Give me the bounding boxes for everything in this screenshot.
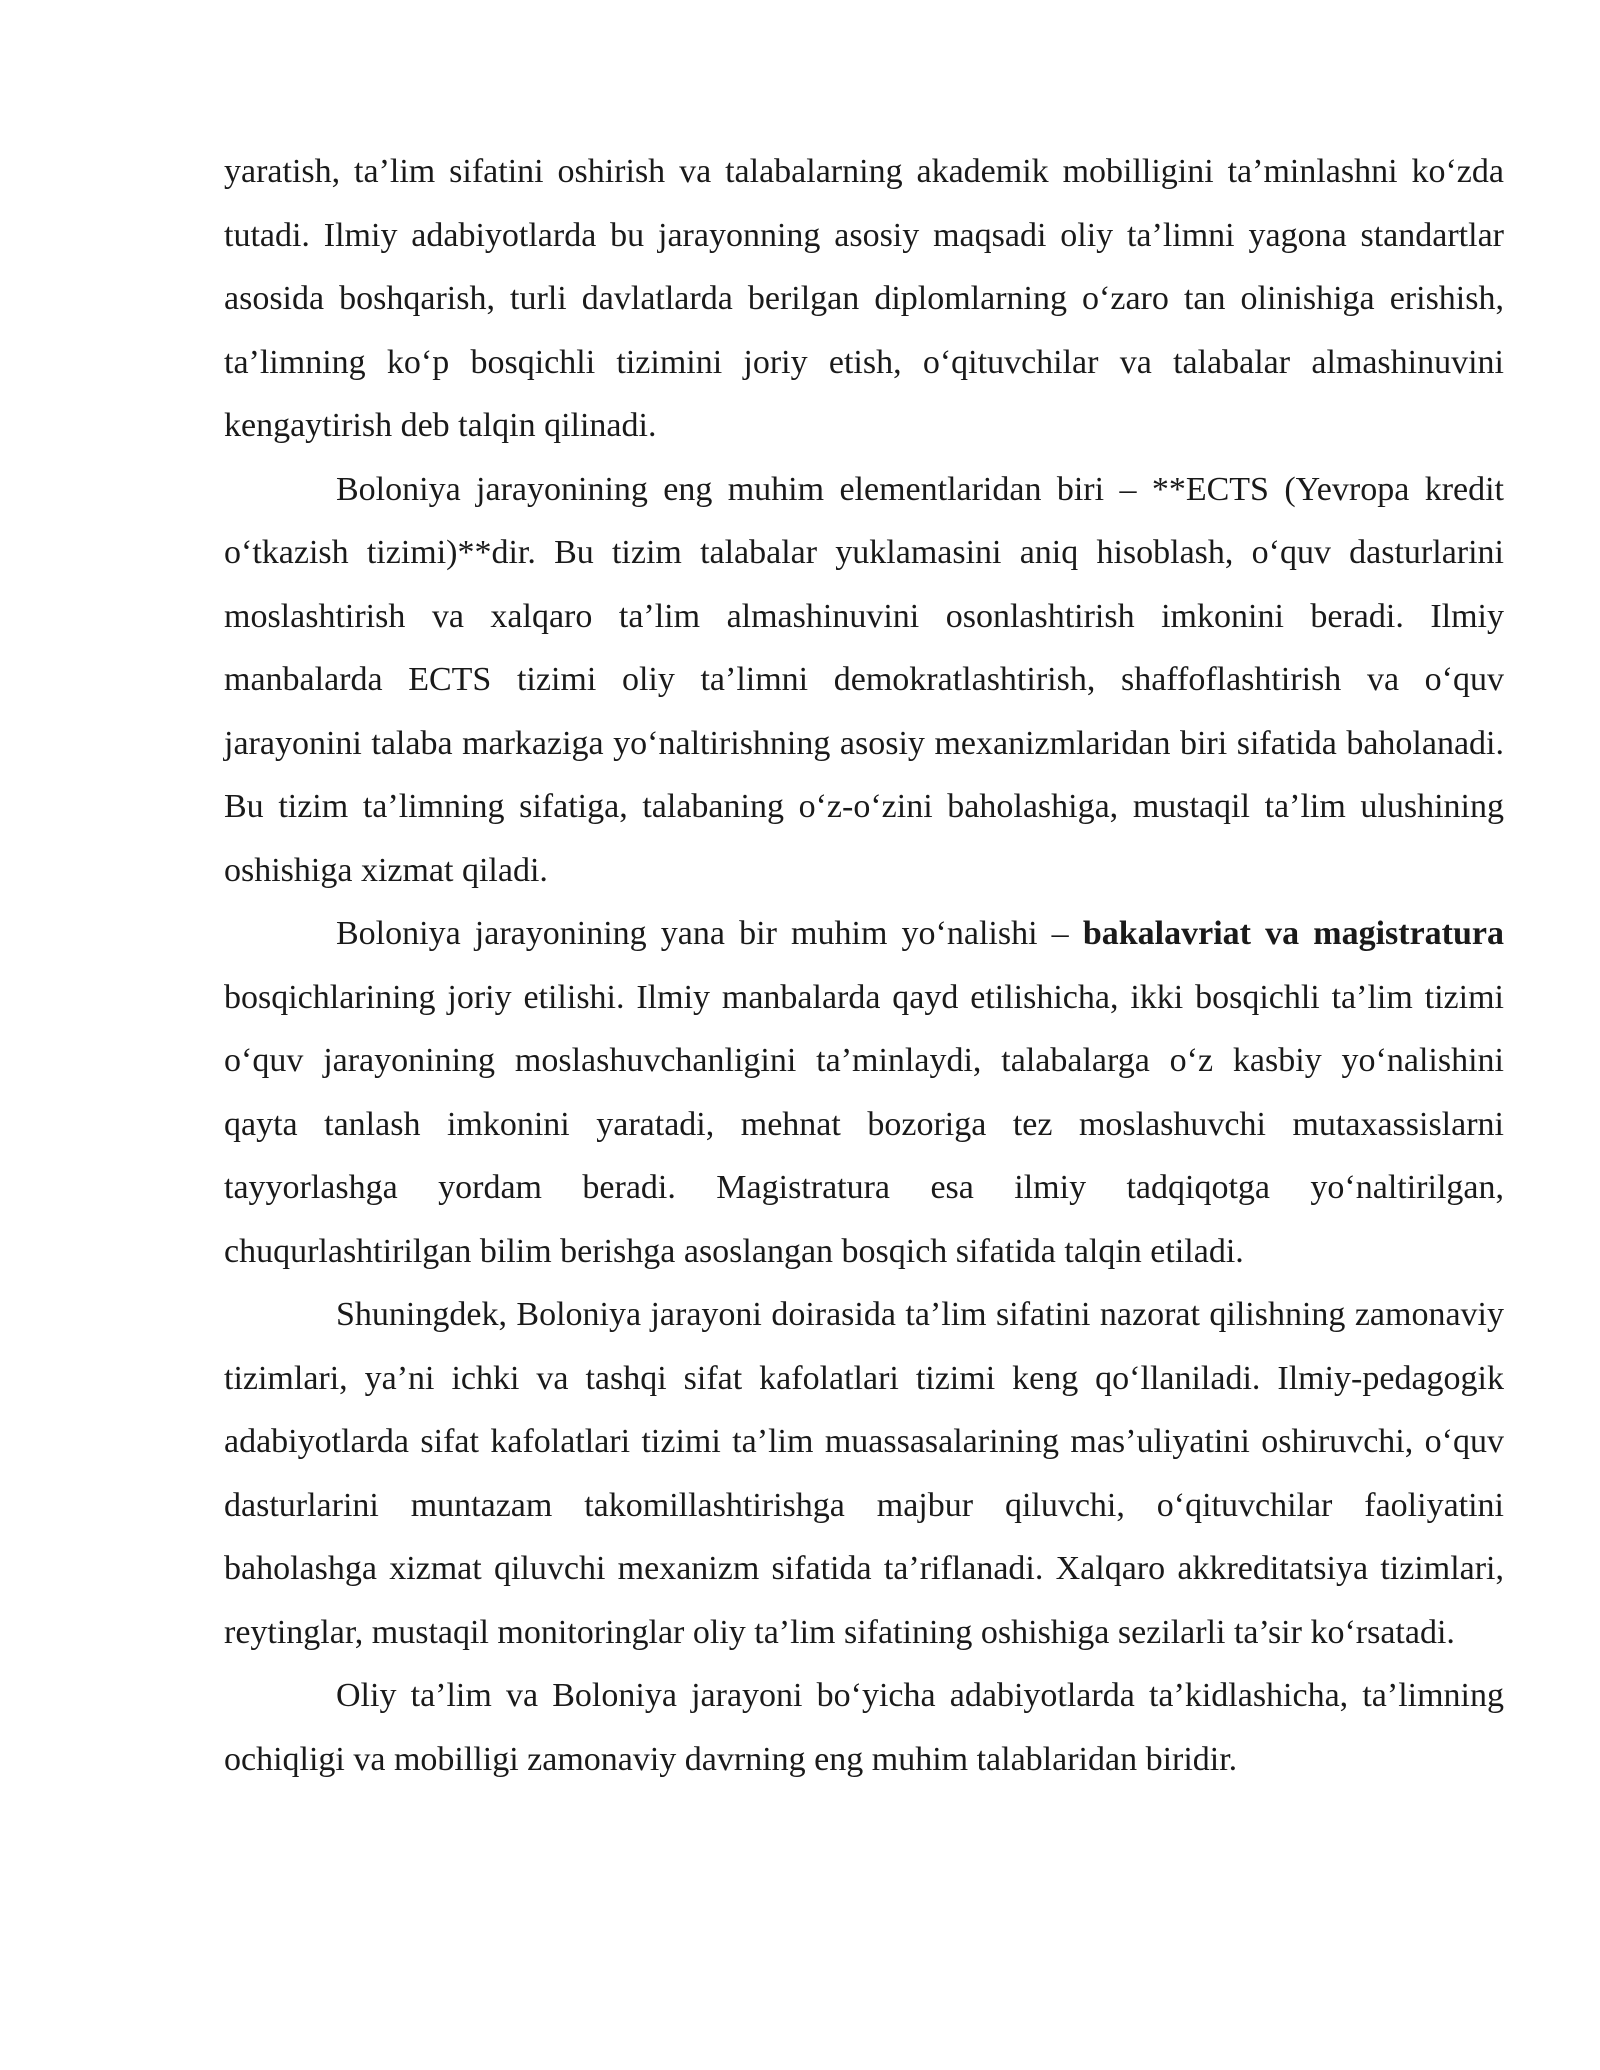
paragraph-3 — [224, 902, 1504, 1283]
paragraph-1: yaratish, ta’lim sifatini oshirish va talabalarning akademik mobilligini ta’minlashni ko‘zda tutadi. Ilmiy adabiyotlarda bu jarayonning asosiy maqsadi oliy ta’limni yagona standartlar asosida boshqarish, turli davlatlarda berilgan diplomlarning o‘zaro tan olinishiga erishish, ta’limning ko‘p bosqichli tizimini joriy etish, o‘qituvchilar va talabalar almashinuvini kengaytirish deb talqin qilinadi. — [224, 153, 1504, 444]
bold-term: bakalavriat va magistratura — [1082, 915, 1505, 952]
paragraph-3-lead: Boloniya jarayonining yana bir muhim yo‘nalishi – — [336, 915, 1083, 952]
paragraph-3-rest: bosqichlarining joriy etilishi. Ilmiy manbalarda qayd etilishicha, ikki bosqichli ta’lim tizimi o‘quv jarayonining moslashuvchanligini ta’minlaydi, talabalarga o‘z kasbiy yo‘nalishini qayta tanlash imkonini yaratadi, mehnat bozoriga tez moslashuvchi mutaxassislarni tayyorlashga yordam beradi. Magistratura esa ilmiy tadqiqotga yo‘naltirilgan, chuqurlashtirilgan bilim berishga asoslangan bosqich sifatida talqin etiladi. — [224, 978, 1504, 1270]
paragraph-2: Boloniya jarayonining eng muhim elementlaridan biri – **ECTS (Yevropa kredit o‘tkazish tizimi)**dir. Bu tizim talabalar yuklamasini aniq hisoblash, o‘quv dasturlarini moslashtirish va xalqaro ta’lim almashinuvini osonlashtirish imkonini beradi. Ilmiy manbalarda ECTS tizimi oliy ta’limni demokratlashtirish, shaffoflashtirish va o‘quv jarayonini talaba markaziga yo‘naltirishning asosiy mexanizmlaridan biri sifatida baholanadi. Bu tizim ta’limning sifatiga, talabaning o‘z-o‘zini baholashiga, mustaqil ta’lim ulushining oshishiga xizmat qiladi. — [224, 470, 1504, 889]
document-body — [224, 140, 1504, 1791]
paragraph-5: Oliy ta’lim va Boloniya jarayoni bo‘yicha adabiyotlarda ta’kidlashicha, ta’limning ochiqligi va mobilligi zamonaviy davrning eng muhim talablaridan biridir. — [224, 1677, 1504, 1778]
paragraph-4: Shuningdek, Boloniya jarayoni doirasida ta’lim sifatini nazorat qilishning zamonaviy tizimlari, ya’ni ichki va tashqi sifat kafolatlari tizimi keng qo‘llaniladi. Ilmiy-pedagogik adabiyotlarda sifat kafolatlari tizimi ta’lim muassasalarining mas’uliyatini oshiruvchi, o‘quv dasturlarini muntazam takomillashtirishga majbur qiluvchi, o‘qituvchilar faoliyatini baholashga xizmat qiluvchi mexanizm sifatida ta’riflanadi. Xalqaro akkreditatsiya tizimlari, reytinglar, mustaqil monitoringlar oliy ta’lim sifatining oshishiga sezilarli ta’sir ko‘rsatadi. — [224, 1296, 1504, 1651]
